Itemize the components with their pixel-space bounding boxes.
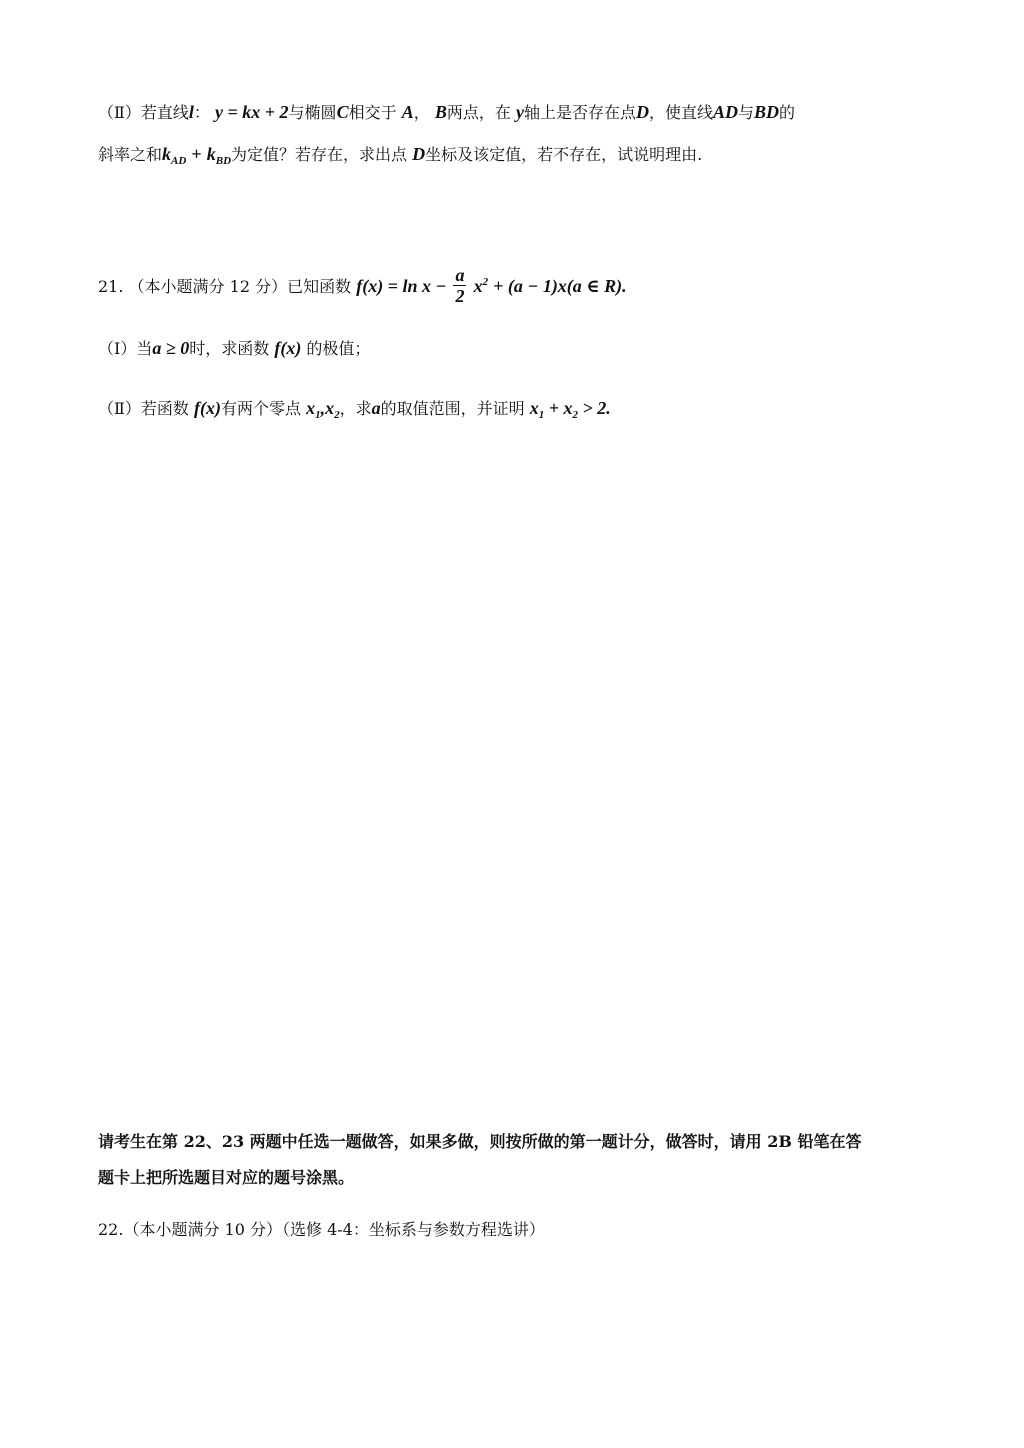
q21-header: 21. （本小题满分 12 分）已知函数 f(x) = ln x − $\frac{a}{2}$ $x^2 + (a - 1)x(a$ ∈ R). <box>98 265 627 306</box>
part-label: （Ⅱ） <box>98 399 141 418</box>
q21-part1: （Ⅰ）当a ≥ 0时，求函数 f(x) 的极值； <box>98 338 371 358</box>
math-D: D <box>412 144 426 164</box>
math-y: y <box>515 102 524 122</box>
math-x-squared: $x^2$ <box>473 276 489 296</box>
math-fraction: $\frac{a}{2}$ <box>455 265 465 306</box>
math-kAD: $k_{AD}$ <box>162 144 187 167</box>
math-a: a <box>371 398 381 418</box>
math-kBD: $k_{BD}$ <box>206 144 232 167</box>
instructions-line1: 请考生在第 22、23 两题中任选一题做答，如果多做，则按所做的第一题计分，做答时，请用 2B 铅笔在答 <box>98 1132 862 1151</box>
q21-part2: （Ⅱ）若函数 f(x)有两个零点 $x_1,x_2$，求a的取值范围，并证明 $x_1 + x_2 > 2$. <box>98 398 611 421</box>
part-label: （Ⅰ） <box>98 339 137 358</box>
math-inequality: $x_1 + x_2 > 2$. <box>529 398 611 421</box>
math-l: l <box>188 102 194 122</box>
math-function-rhs: + (a − 1)x(a ∈ R). <box>493 276 627 296</box>
math-B: B <box>434 102 447 122</box>
question-number: 21. <box>98 277 124 296</box>
math-D: D <box>635 102 649 122</box>
q20-part2-line2: 斜率之和$k_{AD} + k_{BD}$为定值？若存在，求出点 D坐标及该定值，若不存在，试说明理由. <box>98 144 703 167</box>
q22-header: 22.（本小题满分 10 分）（选修 4-4：坐标系与参数方程选讲） <box>98 1220 545 1239</box>
math-fx: f(x) <box>194 398 221 418</box>
q20-part2-line1: （Ⅱ）若直线l： y = kx + 2与椭圆C相交于 A， B两点，在 y轴上是否存在点D，使直线AD与BD的 <box>98 102 796 122</box>
math-condition: a ≥ 0 <box>152 338 190 358</box>
math-A: A <box>401 102 414 122</box>
part-label: （Ⅱ） <box>98 103 141 122</box>
math-BD: BD <box>754 102 780 122</box>
math-zeros: $x_1,x_2$ <box>306 398 340 421</box>
math-function-lhs: f(x) = ln x − <box>356 276 447 296</box>
instructions-line2: 题卡上把所选题目对应的题号涂黑。 <box>98 1168 355 1187</box>
math-fx: f(x) <box>274 338 302 358</box>
math-line-equation: y = kx + 2 <box>215 102 289 122</box>
question-score: （本小题满分 12 分） <box>128 277 288 296</box>
math-AD: AD <box>712 102 738 122</box>
math-C: C <box>336 102 349 122</box>
